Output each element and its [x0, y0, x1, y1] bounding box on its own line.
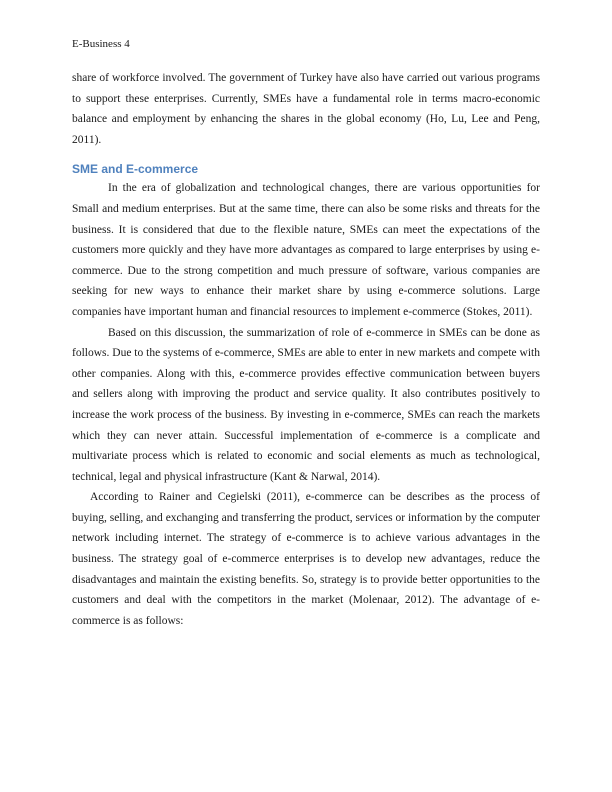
running-header: E-Business 4	[72, 38, 130, 50]
paragraph-summarization: Based on this discussion, the summarization of role of e-commerce in SMEs can be done as follows. Due to the systems of e-commerce, SMEs are able to enter in new markets and compete with other companies. Along with this, e-commerce provides effective communication between buyers and sellers along with improving the product and service quality. It also contributes positively to increase the work process of the business. By investing in e-commerce, SMEs can reach the markets which they can never attain. Successful implementation of e-commerce is a complicate and multivariate process which is related to economic and social elements as much as technological, technical, legal and physical infrastructure (Kant & Narwal, 2014).	[72, 326, 540, 483]
paragraph-definition: According to Rainer and Cegielski (2011), e-commerce can be describes as the process of buying, selling, and exchanging and transferring the product, services or information by the computer network including internet. The strategy of e-commerce is to achieve various advantages in the business. The strategy goal of e-commerce enterprises is to develop new advantages, reduce the disadvantages and maintain the existing benefits. So, strategy is to provide better opportunities to the customers and deal with the competitors in the market (Molenaar, 2012). The advantage of e-commerce is as follows:	[72, 491, 540, 627]
paragraph-opportunities: In the era of globalization and technological changes, there are various opportunities for Small and medium enterprises. But at the same time, there can also be some risks and threats for the business. It is considered that due to the flexible nature, SMEs can meet the expectations of the customers more quickly and they have more advantages as compared to large enterprises by using e-commerce. Due to the strong competition and much pressure of software, various companies are seeking for new ways to enhance their market share by using e-commerce solutions. Large companies have important human and financial resources to implement e-commerce (Stokes, 2011).	[72, 182, 540, 318]
paragraph-continued: share of workforce involved. The government of Turkey have also have carried out various programs to support these enterprises. Currently, SMEs have a fundamental role in terms macro-economic balance and employment by enhancing the shares in the global economy (Ho, Lu, Lee and Peng, 2011).	[72, 72, 540, 146]
section-heading: SME and E-commerce	[72, 162, 199, 177]
body-text	[72, 68, 540, 631]
